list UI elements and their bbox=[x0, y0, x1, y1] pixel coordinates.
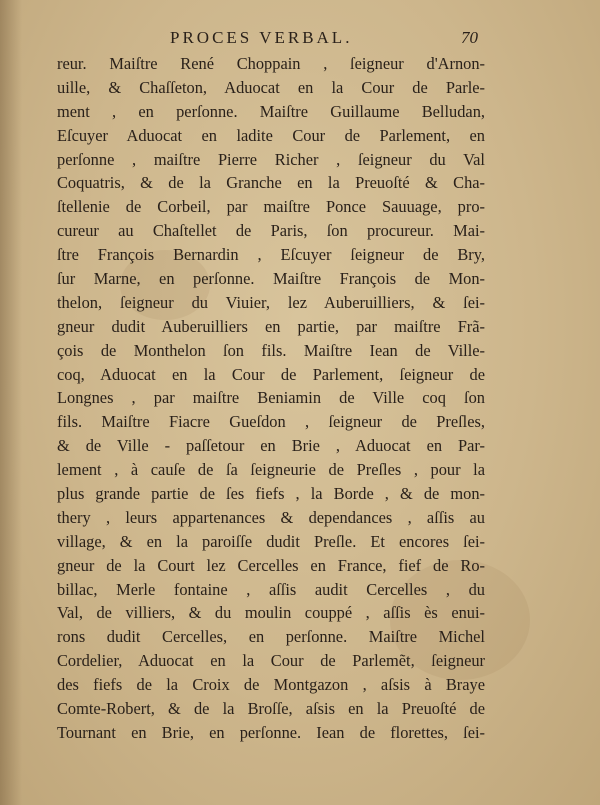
text-line: Longnes , par maiſtre Beniamin de Ville coq ſon bbox=[57, 388, 485, 408]
text-line: thelon, ſeigneur du Viuier, lez Auberuilliers, & ſei- bbox=[57, 292, 485, 312]
text-line: Cordelier, Aduocat en la Cour de Parlemẽt, ſeigneur bbox=[57, 651, 485, 671]
text-line: ment , en perſonne. Maiſtre Guillaume Belludan, bbox=[57, 101, 485, 121]
text-line: cureur au Chaſtellet de Paris, ſon procureur. Mai- bbox=[57, 221, 485, 241]
text-line: reur. Maiſtre René Choppain , ſeigneur d'Arnon- bbox=[57, 54, 485, 73]
text-line: ſur Marne, en perſonne. Maiſtre François de Mon- bbox=[57, 269, 485, 289]
running-title: PROCES VERBAL. bbox=[170, 28, 353, 47]
text-line: billac, Merle fontaine , aſſis audit Cercelles , du bbox=[57, 579, 485, 599]
text-line: Coquatris, & de la Granche en la Preuoſté & Cha- bbox=[57, 173, 485, 193]
running-header bbox=[0, 28, 600, 54]
text-line: Tournant en Brie, en perſonne. Iean de florettes, ſei- bbox=[57, 722, 485, 742]
text-line: çois de Monthelon ſon fils. Maiſtre Iean de Ville- bbox=[57, 340, 485, 360]
text-line: perſonne , maiſtre Pierre Richer , ſeigneur du Val bbox=[57, 149, 485, 169]
spine-shadow bbox=[0, 0, 22, 805]
text-line: fils. Maiſtre Fiacre Gueſdon , ſeigneur de Preſles, bbox=[57, 412, 485, 432]
text-line: ſtre François Bernardin , Eſcuyer ſeigneur de Bry, bbox=[57, 245, 485, 265]
page-number: 70 bbox=[461, 28, 478, 47]
text-line: ſtellenie de Corbeil, par maiſtre Ponce Sauuage, pro- bbox=[57, 197, 485, 217]
text-line: gneur dudit Auberuilliers en partie, par maiſtre Frã- bbox=[57, 316, 485, 336]
text-line: uille, & Chaſſeton, Aduocat en la Cour de Parle- bbox=[57, 77, 485, 97]
text-line: thery , leurs appartenances & dependances , aſſis au bbox=[57, 507, 485, 527]
text-line: des fiefs de la Croix de Montgazon , aſsis à Braye bbox=[57, 675, 485, 695]
text-line: lement , à cauſe de ſa ſeigneurie de Preſles , pour la bbox=[57, 460, 485, 480]
text-line: coq, Aduocat en la Cour de Parlement, ſeigneur de bbox=[57, 364, 485, 384]
text-line: Comte-Robert, & de la Broſſe, aſsis en la Preuoſté de bbox=[57, 699, 485, 719]
text-line: gneur de la Court lez Cercelles en France, fief de Ro- bbox=[57, 555, 485, 575]
text-line: plus grande partie de ſes fiefs , la Borde , & de mon- bbox=[57, 484, 485, 504]
text-line: village, & en la paroiſſe dudit Preſle. Et encores ſei- bbox=[57, 531, 485, 551]
text-line: Eſcuyer Aduocat en ladite Cour de Parlement, en bbox=[57, 125, 485, 145]
text-line: rons dudit Cercelles, en perſonne. Maiſtre Michel bbox=[57, 627, 485, 647]
text-line: Val, de villiers, & du moulin couppé , aſſis ès enui- bbox=[57, 603, 485, 623]
body-text bbox=[57, 52, 485, 745]
text-line: & de Ville - paſſetour en Brie , Aduocat en Par- bbox=[57, 436, 485, 456]
